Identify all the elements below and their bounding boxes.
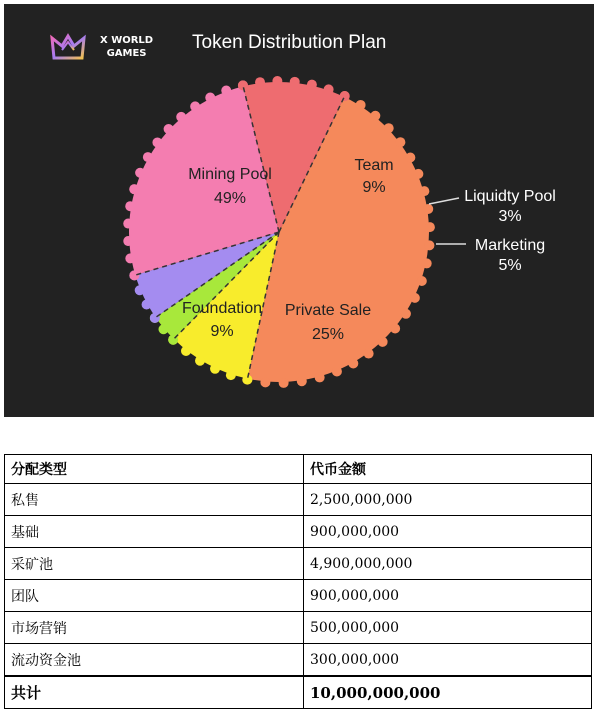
- pie-edge-bump: [370, 111, 380, 121]
- row-type: 团队: [5, 580, 304, 612]
- leader-line: [429, 198, 459, 204]
- table-row: [5, 580, 592, 612]
- pie-edge-bump: [255, 77, 265, 87]
- chart-title: Token Distribution Plan: [192, 32, 387, 53]
- header-amount: 代币金额: [304, 455, 592, 484]
- row-amount: 900,000,000: [304, 516, 592, 548]
- row-type: 私售: [5, 484, 304, 516]
- pie-edge-bump: [324, 84, 334, 94]
- slice-label: Liquidty Pool: [464, 188, 556, 205]
- pie-edge-bump: [123, 236, 133, 246]
- slice-percent-label: 9%: [210, 323, 234, 340]
- pie-edge-bump: [424, 240, 434, 250]
- pie-edge-bump: [417, 276, 427, 286]
- slice-percent-label: 3%: [498, 208, 522, 225]
- pie-edge-bump: [123, 219, 133, 229]
- pie-edge-bump: [260, 377, 270, 387]
- pie-edge-bump: [176, 112, 186, 122]
- pie-edge-bump: [390, 324, 400, 334]
- pie-edge-bump: [307, 80, 317, 90]
- header-type: 分配类型: [5, 455, 304, 484]
- pie-edge-bump: [422, 258, 432, 268]
- pie-edge-bump: [158, 324, 168, 334]
- slice-percent-label: 9%: [362, 179, 386, 196]
- row-type: 采矿池: [5, 548, 304, 580]
- pie-edge-bump: [413, 169, 423, 179]
- pie-edge-bump: [226, 370, 236, 380]
- pie-edge-bump: [238, 80, 248, 90]
- pie-chart: [4, 4, 594, 417]
- pie-edge-bump: [279, 378, 289, 388]
- slice-percent-label: 5%: [498, 257, 522, 274]
- pie-edge-bump: [348, 358, 358, 368]
- pie-edge-bump: [315, 372, 325, 382]
- slice-percent-label: 49%: [213, 190, 247, 207]
- slice-label: Marketing: [474, 237, 546, 254]
- pie-edge-bump: [410, 293, 420, 303]
- row-amount: 2,500,000,000: [304, 484, 592, 516]
- chart-panel: [4, 4, 594, 417]
- pie-edge-bump: [297, 376, 307, 386]
- pie-edge-bump: [135, 285, 145, 295]
- pie-edge-bump: [135, 168, 145, 178]
- pie-edge-bump: [423, 204, 433, 214]
- total-amount: 10,000,000,000: [304, 676, 592, 709]
- pie-edge-bump: [405, 152, 415, 162]
- table-row: [5, 644, 592, 677]
- row-type: 基础: [5, 516, 304, 548]
- pie-edge-bump: [152, 137, 162, 147]
- row-amount: 900,000,000: [304, 580, 592, 612]
- pie-edge-bump: [364, 349, 374, 359]
- slice-label: Private Sale: [284, 302, 372, 319]
- slice-label: Foundation: [181, 300, 263, 317]
- row-type: 流动资金池: [5, 644, 304, 677]
- pie-edge-bump: [142, 300, 152, 310]
- table-header-row: [5, 455, 592, 484]
- pie-edge-bump: [125, 201, 135, 211]
- pie-edge-bump: [210, 364, 220, 374]
- pie-edge-bump: [272, 76, 282, 86]
- row-type: 市场营销: [5, 612, 304, 644]
- pie-edge-bump: [125, 253, 135, 263]
- table-row: [5, 516, 592, 548]
- distribution-table: [4, 454, 592, 709]
- pie-edge-bump: [384, 123, 394, 133]
- table-row: [5, 548, 592, 580]
- table-total-row: [5, 676, 592, 709]
- pie-edge-bump: [150, 313, 160, 323]
- total-label: 共计: [5, 676, 304, 709]
- pie-edge-bump: [221, 86, 231, 96]
- table-row: [5, 484, 592, 516]
- pie-edge-bump: [356, 100, 366, 110]
- pie-edge-bump: [205, 93, 215, 103]
- slice-percent-label: 25%: [311, 326, 345, 343]
- pie-edge-bump: [401, 309, 411, 319]
- pie-edge-bump: [425, 222, 435, 232]
- row-amount: 500,000,000: [304, 612, 592, 644]
- pie-edge-bump: [332, 366, 342, 376]
- pie-edge-bump: [164, 124, 174, 134]
- slice-label: Mining Pool: [188, 166, 272, 183]
- pie-edge-bump: [181, 346, 191, 356]
- pie-edge-bump: [129, 270, 139, 280]
- slice-label: Team: [354, 157, 394, 174]
- pie-edge-bump: [340, 91, 350, 101]
- pie-edge-bump: [419, 186, 429, 196]
- pie-edge-bump: [143, 152, 153, 162]
- logo-line2: GAMES: [106, 48, 147, 59]
- row-amount: 4,900,000,000: [304, 548, 592, 580]
- table-row: [5, 612, 592, 644]
- pie-edge-bump: [395, 137, 405, 147]
- pie-edge-bump: [290, 77, 300, 87]
- pie-edge-bump: [195, 356, 205, 366]
- pie-edge-bump: [129, 184, 139, 194]
- logo-line1: X WORLD: [100, 35, 154, 46]
- pie-edge-bump: [190, 101, 200, 111]
- pie-edge-bump: [378, 337, 388, 347]
- row-amount: 300,000,000: [304, 644, 592, 677]
